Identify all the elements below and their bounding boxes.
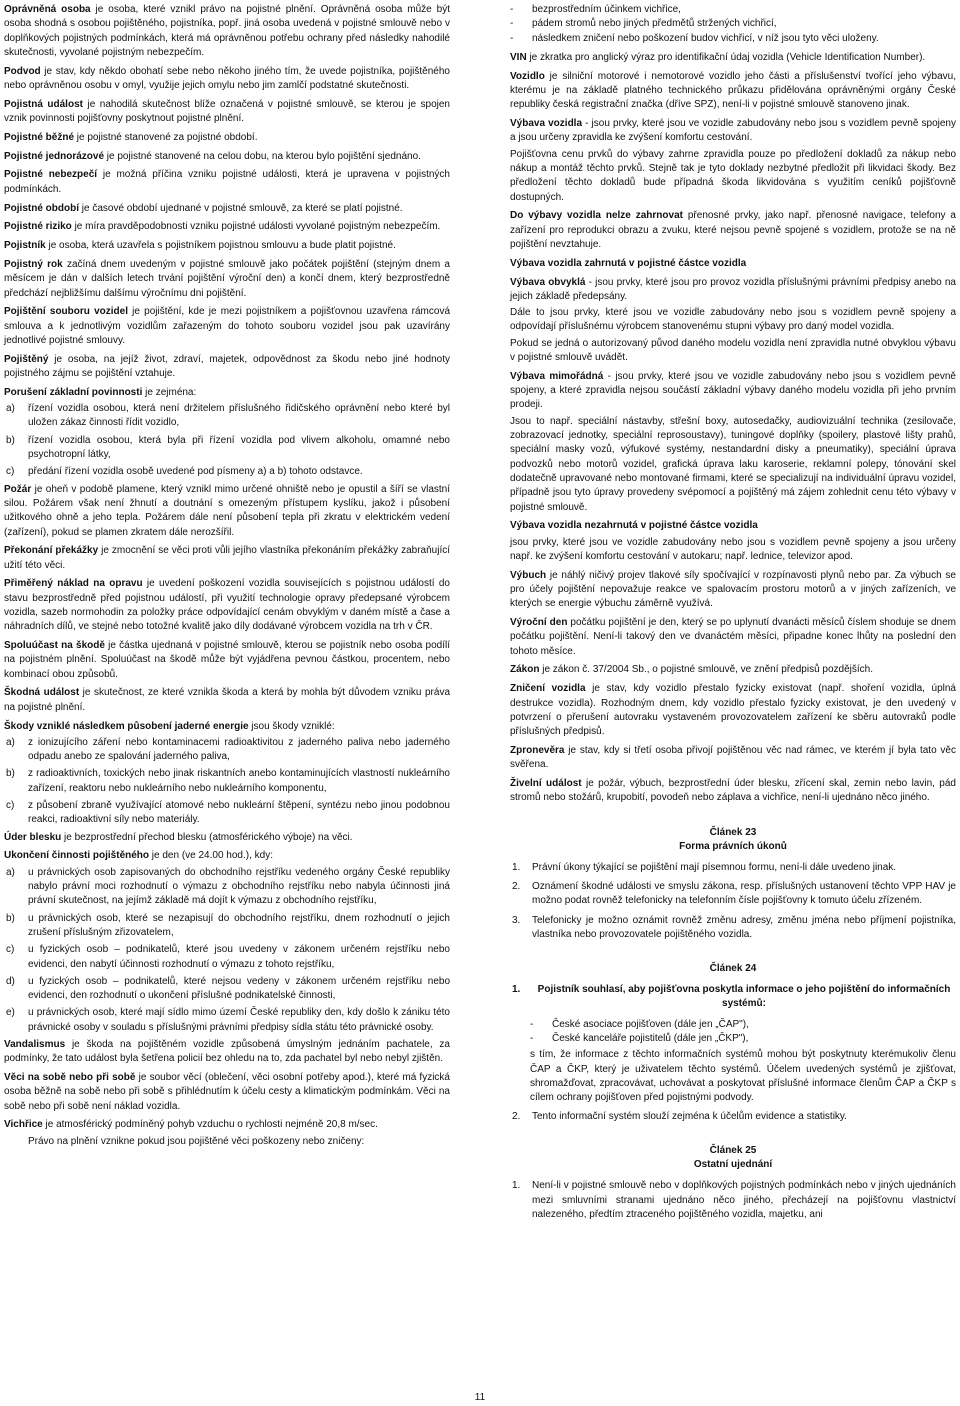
paragraph <box>4 639 450 682</box>
paragraph <box>510 663 956 677</box>
dash-item <box>510 1032 956 1046</box>
paragraph <box>4 131 450 145</box>
list-item <box>4 1006 450 1035</box>
term: Pojistná událost <box>4 98 83 110</box>
text: počátku pojištění je den, který se po uplynutí dvanácti měsíců číslem shoduje se dnem počátku pojištění. Není-li takový den ve dvanáctém měsíci, připadne konec lhůty na poslední den tohoto měsíce. <box>510 617 956 657</box>
term: Překonání překážky <box>4 545 99 557</box>
paragraph <box>4 483 450 540</box>
list-text: z ionizujícího záření nebo kontaminacemi radioaktivitou z jaderného paliva nebo jaderného odpadu anebo ze spalování jaderného paliva, <box>28 736 450 763</box>
term: Výbuch <box>510 569 547 581</box>
paragraph <box>510 276 956 305</box>
article-number: Článek 24 <box>709 963 757 975</box>
term: Výbava obvyklá <box>510 276 586 288</box>
list-text: z působení zbraně využívající atomové nebo nukleární štěpení, syntézu nebo jinou podobnou reakci, radioaktivní síly nebo materiály. <box>28 800 450 826</box>
text: je zejména: <box>142 386 197 398</box>
text: je stav, kdy někdo obohatí sebe nebo někoho jiného tím, že uvede pojistníka, pojištěného nebo oprávněnou osobu v omyl, využije jejich omylu nebo jim zamlčí podstatné skutečnosti. <box>4 65 450 91</box>
paragraph <box>510 370 956 413</box>
paragraph <box>510 51 956 65</box>
text: Pojišťovna cenu prvků do výbavy zahrne zpravidla pouze po předložení dokladů za nákup nebo nákup a montáž těchto prvků. Stejně tak je tyto doklady nezbytné předložit při likvidaci škody. Bez předložení těchto dokladů bude případná škoda likvidována s využitím ceníků pojišťovně dostupných. <box>510 148 956 203</box>
list-item <box>510 861 956 875</box>
term: Do výbavy vozidla nelze zahrnovat <box>510 210 683 222</box>
term: Požár <box>4 483 32 495</box>
paragraph <box>4 65 450 94</box>
dash-marker: - <box>510 32 514 44</box>
paragraph <box>510 337 956 366</box>
term: Výbava vozidla zahrnutá v pojistné částce vozidla <box>510 257 747 269</box>
paragraph <box>510 117 956 146</box>
article-number: Článek 25 <box>709 1145 757 1157</box>
list-text: z radioaktivních, toxických nebo jinak riskantních anebo kontaminujících vlastností nukleárního zařízení, reaktoru nebo nukleárního nebo nukleárního komponentu, <box>28 768 450 794</box>
list-marker: 1. <box>512 1180 521 1192</box>
dash-text: České asociace pojišťoven (dále jen „ČAP"), <box>552 1018 749 1030</box>
text: Jsou to např. speciální nástavby, střešní boxy, autosedačky, audiovizuální technika (zesilovače, zobrazovací jednotky, speciální reprosoustavy), tuningové doplňky (spoilery, plastové lišty prahů, speciální masky vozů, výfukové systémy, nestandardní disky a pneumatiky), speciální úprava podvozků nebo motorů vozidel, grafická úprava laku karoserie, reklamní polepy, tónování skel dodatečně upravované nebo montované firmami, které se specializují na individuální úpravu vozidel, případně jsou tyto úpravy provedeny svépomocí a pojištěný má zájem zohlednit cenu této výbavy v pojistné smlouvě. <box>510 415 956 513</box>
paragraph <box>510 209 956 252</box>
term: Úder blesku <box>4 831 62 843</box>
list-text: u právnických osob, které se nezapisují do obchodního rejstříku, dnem rozhodnutí o jejich zrušení příslušným zřizovatelem, <box>28 912 450 938</box>
term: Výbava mimořádná <box>510 370 604 382</box>
text: Dále to jsou prvky, které jsou ve vozidle zabudovány nebo jsou s vozidlem pevně spojeny a odpovídají příslušnému výrobcem stanovenému stupni výbavy pro daný model vozidla. <box>510 307 956 333</box>
term: Spoluúčast na škodě <box>4 640 105 652</box>
term: Zničení vozidla <box>510 683 586 695</box>
dash-item <box>510 3 956 17</box>
right-column <box>510 3 956 1227</box>
term: Pojistný rok <box>4 258 63 270</box>
dash-text: následkem zničení nebo poškození budov vichřicí, v níž jsou tyto věci uloženy. <box>532 32 879 44</box>
list-item <box>4 434 450 463</box>
text: je stav, kdy vozidlo přestalo fyzicky existovat (např. shoření vozidla, úplná destrukce vozidla). Rozhodným dnem, kdy vozidlo přestalo fyzicky existovat, je den uvedený v potvrzení o přerušení autovraku vystaveném provozovatelem zařízení ke sběru autovraků podle příslušných předpisů. <box>510 683 956 738</box>
paragraph <box>4 831 450 845</box>
text: přenosné prvky, jako např. přenosné navigace, telefony a zařízení pro reprodukci obrazu a zvuku, které nejsou pevně spojené s vozidlem, protože se na ně pojištění nevztahuje. <box>510 210 956 250</box>
text: je nahodilá skutečnost blíže označená v pojistné smlouvě, se kterou je spojen vznik povinnosti pojišťovny poskytnout pojistné plnění. <box>4 98 450 125</box>
article-heading <box>510 1144 956 1172</box>
dash-text: pádem stromů nebo jiných předmětů stržených vichřicí, <box>532 18 777 30</box>
dash-text: bezprostředním účinkem vichřice, <box>532 4 681 15</box>
term: Škody vzniklé následkem působení jaderné energie <box>4 720 249 732</box>
term: Vichřice <box>4 1119 43 1131</box>
list-marker: c) <box>6 466 15 478</box>
term: Pojistné riziko <box>4 221 72 233</box>
list-text: Právní úkony týkající se pojištění mají písemnou formu, není-li dále uvedeno jinak. <box>532 861 897 873</box>
text: jsou prvky, které jsou ve vozidle zabudovány nebo jsou s vozidlem pevně spojeny a jsou určeny např. ke zvýšení komfortu cestování v autokaru; např. lednice, televizor apod. <box>510 536 956 562</box>
list-item <box>4 465 450 479</box>
list-marker: 1. <box>512 861 521 873</box>
text: je míra pravděpodobnosti vzniku pojistné události vyvolané pojistným nebezpečím. <box>71 221 441 233</box>
list-marker: c) <box>6 944 15 956</box>
paragraph <box>510 682 956 739</box>
text: je pojistné stanovené za pojistné období. <box>74 131 258 143</box>
list-item <box>4 736 450 765</box>
text: je oheň v podobě plamene, který vznikl mimo určené ohniště nebo je opustil a šíří se vlastní silou. Požárem však není žhnutí a doutnání s omezeným přístupem kyslíku, jakož i působení užitkového ohně a jeho tepla. Požárem dále není působení tepla při zkratu v elektrickém vedení (zařízení), pokud se plamen zkratem dále nerozšířil. <box>4 483 450 538</box>
text: Pokud se jedná o autorizovaný původ daného modelu vozidla není zpravidla nutné obvyklou výbavu v pojistné smlouvě uvádět. <box>510 337 956 364</box>
list-marker: b) <box>6 768 15 780</box>
term: Ukončení činnosti pojištěného <box>4 850 150 862</box>
list-text: řízení vozidla osobou, která byla při řízení vozidla pod vlivem alkoholu, omamné nebo psychotropní látky, <box>28 434 450 461</box>
text: je pojištění, kde je mezi pojistníkem a pojišťovnou uzavřena rámcová smlouva a k jednotlivým vozidlům zařazeným do tohoto souboru vozidel jsou pak uzavírány jednotlivé pojistné smlouvy. <box>4 306 451 346</box>
term: Živelní událost <box>510 778 582 790</box>
list-marker: d) <box>6 975 15 987</box>
term: Výbava vozidla <box>510 118 583 130</box>
list-text: u právnických osob, které mají sídlo mimo území České republiky den, kdy došlo k zániku této právnické osoby v souladu s příslušnými právními předpisy sídla státu této právnické osoby. <box>28 1007 450 1033</box>
paragraph <box>510 536 956 565</box>
dash-marker: - <box>530 1018 534 1030</box>
list-text: Není-li v pojistné smlouvě nebo v doplňkových pojistných podmínkách nebo v jiných ujednáních mezi smluvními stranami ujednáno něco jiného, přecházejí na pojišťovnu vlastnictví nalezeného, předtím ztraceného pojištěného vozidla, majetku, ani <box>532 1180 956 1220</box>
paragraph <box>4 686 450 715</box>
dash-marker: - <box>510 4 514 15</box>
list-marker: 2. <box>512 880 521 892</box>
paragraph-indented <box>4 1135 450 1149</box>
list-text: Tento informační systém slouží zejména k účelům evidence a statistiky. <box>532 1111 847 1122</box>
paragraph <box>510 148 956 205</box>
term: Pojistné jednorázové <box>4 150 105 162</box>
text: je časové období ujednané v pojistné smlouvě, za které se platí pojistné. <box>79 202 403 214</box>
term: Oprávněná osoba <box>4 4 91 15</box>
dash-text: České kanceláře pojistitelů (dále jen „ČKP"), <box>552 1033 749 1045</box>
list-text: řízení vozidla osobou, která není držitelem příslušného řidičského oprávnění nebo které byl uložen zákaz činnosti řídit vozidlo, <box>28 403 450 429</box>
paragraph-indented <box>510 1048 956 1105</box>
term: Škodná událost <box>4 687 80 699</box>
list-text: Oznámení škodné události ve smyslu zákona, resp. příslušných ustanovení těchto VPP HAV je možno podat rovněž telefonicky na telefonním čísle pojišťovny k tomuto účelu zřízeném. <box>532 880 956 907</box>
paragraph <box>4 3 450 60</box>
term: Pojištěný <box>4 353 49 365</box>
article-title: Forma právních úkonů <box>679 840 787 852</box>
list-text: předání řízení vozidla osobě uvedené pod písmeny a) a b) tohoto odstavce. <box>28 466 363 478</box>
term: Pojistník <box>4 240 46 252</box>
text: je částka ujednaná v pojistné smlouvě, kterou se pojistník nebo osoba podílí na pojistném plnění. Spoluúčast na škodě může být vyjádřena pevnou částkou, procentem, nebo kombinací obou způsobů. <box>4 640 451 680</box>
text: je osoba, které vznikl právo na pojistné plnění. Oprávněná osoba může být osoba shodná s osobou pojištěného, pojistníka, popř. jiná osoba uvedená v pojistné smlouvě nebo v doplňkových pojistných podmínkách, která má oprávněnou potřebu ochrany před následky nahodilé skutečnosti, vyvolané pojistným nebezpečím. <box>4 4 451 58</box>
list-marker: 3. <box>512 914 521 926</box>
list-text: u fyzických osob – podnikatelů, které nejsou vedeny v zákonem určeném rejstříku nebo evidenci, den rozhodnutí o ukončení příslušné podnikatelské činnosti, <box>28 975 450 1002</box>
paragraph <box>510 519 956 533</box>
paragraph <box>4 150 450 164</box>
paragraph <box>4 386 450 400</box>
list-item <box>4 975 450 1004</box>
heading-text: Pojistník souhlasí, aby pojišťovna poskytla informace o jeho pojištění do informačních systémů: <box>537 984 951 1010</box>
paragraph <box>510 257 956 271</box>
text: je možná příčina vzniku pojistné události, která je upravena v pojistných podmínkách. <box>4 169 450 195</box>
text: s tím, že informace z těchto informačních systémů mohou být poskytnuty kterémukoliv členu ČAP a ČKP, který je uživatelem těchto systémů. Účelem uvedených systémů je zjišťovat, shromažďovat, zpracovávat, uchovávat a poskytovat příslušné informace členům ČAP a ČKP s cílem ochrany pojišťoven před pojistnými podvody. <box>530 1049 956 1104</box>
list-item <box>4 943 450 972</box>
paragraph <box>4 720 450 734</box>
paragraph <box>510 744 956 773</box>
dash-item <box>510 1018 956 1032</box>
paragraph <box>4 202 450 216</box>
text: je bezprostřední přechod blesku (atmosférického výboje) na věci. <box>61 831 353 843</box>
term: Zpronevěra <box>510 744 565 756</box>
term: Přiměřený náklad na opravu <box>4 578 143 590</box>
paragraph <box>4 353 450 382</box>
paragraph <box>4 1071 450 1114</box>
text: je osoba, na jejíž život, zdraví, majetek, odpovědnost za škodu nebo jiné hodnoty pojistného zájmu se pojištění vztahuje. <box>4 353 450 380</box>
text: - jsou prvky, které jsou pro provoz vozidla příslušnými právními předpisy anebo na jejich základě předepsány. <box>510 276 956 302</box>
paragraph <box>4 544 450 573</box>
term: Podvod <box>4 65 41 77</box>
paragraph <box>510 70 956 113</box>
term: Pojistné nebezpečí <box>4 169 98 181</box>
term: Vozidlo <box>510 70 545 82</box>
list-item <box>4 799 450 828</box>
term: Pojistné běžné <box>4 131 75 143</box>
text: je skutečnost, ze které vznikla škoda a která by mohla být důvodem vzniku práva na pojistné plnění. <box>4 687 451 713</box>
dash-item <box>510 17 956 31</box>
article-heading <box>510 826 956 854</box>
article-title: Ostatní ujednání <box>693 1159 773 1171</box>
text: je požár, výbuch, bezprostřední úder blesku, zřícení skal, zemin nebo lavin, pád stromů nebo stožárů, krupobití, povodeň nebo záplava a vichřice, není-li ujednáno něco jiného. <box>510 778 956 804</box>
list-marker: 2. <box>512 1111 521 1122</box>
list-marker: a) <box>6 866 15 878</box>
list-item <box>4 402 450 431</box>
paragraph <box>4 1038 450 1067</box>
term: Vandalismus <box>4 1039 66 1050</box>
list-text: u fyzických osob – podnikatelů, které jsou uvedeny v zákonem určeném rejstříku nebo evidenci, den nabytí účinnosti rozhodnutí o výmazu z tohoto rejstříku, <box>28 944 450 970</box>
text: jsou škody vzniklé: <box>248 720 335 732</box>
list-marker: 1. <box>512 984 521 996</box>
list-item <box>510 1110 956 1124</box>
text: je škoda na pojištěném vozidle způsobená úmyslným jednáním pachatele, za podmínky, že tato událost byla šetřena policií bez ohledu na to, zda pachatel byl nebo nebyl zjištěn. <box>4 1039 450 1065</box>
page-number: 11 <box>474 1392 486 1403</box>
list-item <box>4 866 450 909</box>
term: Pojistné období <box>4 202 79 214</box>
list-item <box>510 914 956 943</box>
dash-marker: - <box>530 1033 534 1045</box>
paragraph <box>4 220 450 234</box>
text: je silniční motorové i nemotorové vozidlo jeho části a příslušenství tvořící jeho výbavu, kterému je na základě platného technického průkazu přidělována oprávněnými orgány České republiky česká registrační značka (dříve SPZ), není-li v pojistné smlouvě stanoveno jinak. <box>510 70 956 111</box>
text: je náhlý ničivý projev tlakové síly spočívající v rozpínavosti plynů nebo par. Za výbuch se pro účely pojištění nepovažuje reakce ve spalovacím prostoru motorů a v jiných zařízeních, ve kterých se energie výbuchu záměrně využívá. <box>510 569 956 610</box>
text: je zákon č. 37/2004 Sb., o pojistné smlouvě, ve znění předpisů pozdějších. <box>539 664 873 676</box>
paragraph <box>510 415 956 515</box>
term: Věci na sobě nebo při sobě <box>4 1072 136 1084</box>
list-item <box>4 912 450 941</box>
paragraph <box>510 777 956 806</box>
list-text: Telefonicky je možno oznámit rovněž změnu adresy, změnu jména nebo příjmení pojistníka, vlastníka nebo provozovatele pojištěného vozidla. <box>532 914 956 940</box>
paragraph <box>4 849 450 863</box>
numbered-heading <box>510 983 956 1012</box>
term: Výroční den <box>510 617 568 629</box>
term: Porušení základní povinnosti <box>4 386 143 398</box>
paragraph <box>4 577 450 634</box>
list-marker: a) <box>6 403 15 415</box>
list-marker: b) <box>6 434 15 446</box>
text: je osoba, která uzavřela s pojistníkem pojistnou smlouvu a bude platit pojistné. <box>45 240 396 252</box>
paragraph <box>4 239 450 253</box>
paragraph <box>4 98 450 127</box>
term: Výbava vozidla nezahrnutá v pojistné částce vozidla <box>510 520 758 532</box>
article-heading <box>510 962 956 976</box>
article-number: Článek 23 <box>709 826 757 838</box>
paragraph <box>4 305 450 348</box>
text: je zkratka pro anglický výraz pro identifikační údaj vozidla (Vehicle Identification Number). <box>526 51 926 63</box>
text: Právo na plnění vznikne pokud jsou pojištěné věci poškozeny nebo zničeny: <box>28 1135 365 1147</box>
paragraph <box>4 1118 450 1132</box>
text: je stav, kdy si třetí osoba přivojí pojištěnou věc nad rámec, ve kterém jí byla tato věc svěřena. <box>510 744 956 771</box>
list-text: u právnických osob zapisovaných do obchodního rejstříku vedeného orgány České republiky nabylo právní moci rozhodnutí o výmazu z obchodního rejstříku nebo nabyla účinnosti jiná právní skutečnost, na jejímž základě má dojít k výmazu z obchodního rejstříku, <box>28 866 450 907</box>
text: - jsou prvky, které jsou ve vozidle zabudovány nebo jsou s vozidlem pevně spojeny a jsou určeny zpravidla ke zvýšení komfortu cestování. <box>510 118 956 144</box>
text: je den (ve 24.00 hod.), kdy: <box>149 850 273 862</box>
list-marker: a) <box>6 736 15 748</box>
dash-marker: - <box>510 18 514 30</box>
paragraph <box>510 569 956 612</box>
list-item <box>4 767 450 796</box>
paragraph <box>4 258 450 301</box>
left-column <box>4 3 450 1154</box>
paragraph <box>510 306 956 335</box>
text: je uvedení poškození vozidla souvisejících s pojistnou událostí do stavu bezprostředně před pojistnou událostí, při využití technologie opravy předepsané výrobcem vozidla, sazeb normohodin za položky práce odpovídající cenám obvyklým v daném místě a čase a náhradních dílů, ve stejné nebo totožné kvalitě jako díly dodávané výrobcem vozidla na trh v ČR. <box>4 578 450 633</box>
text: - jsou prvky, které jsou ve vozidle zabudovány nebo jsou s vozidlem pevně spojeny, a které zpravidla nejsou součástí základní výbavy daného modelu vozidla při jeho prvním prodeji. <box>510 370 956 411</box>
list-marker: b) <box>6 912 15 924</box>
list-marker: c) <box>6 800 15 812</box>
text: je soubor věcí (oblečení, věci osobní potřeby apod.), které má fyzická osoba běžně na sobě nebo při sobě s přihlédnutím k účelu cesty a klimatickým podmínkám. Věci na sobě nebo při sobě není náklad vozidla. <box>4 1072 450 1112</box>
paragraph <box>510 616 956 659</box>
text: začíná dnem uvedeným v pojistné smlouvě jako počátek pojištění (stejným dnem a měsícem je dán v dalších letech trvání pojištění výroční den) a končí dnem, který bezprostředně předchází nejbližšímu dalšímu výročnímu dni pojištění. <box>4 258 450 299</box>
dash-item <box>510 32 956 46</box>
text: je atmosférický podmíněný pohyb vzduchu o rychlosti nejméně 20,8 m/sec. <box>42 1119 378 1131</box>
term: Pojištění souboru vozidel <box>4 306 128 318</box>
term: Zákon <box>510 664 540 676</box>
list-marker: e) <box>6 1007 15 1019</box>
term: VIN <box>510 51 527 63</box>
list-item <box>510 880 956 909</box>
text: je zmocnění se věci proti vůli jejího vlastníka překonáním překážky zabraňující užití této věci. <box>4 545 450 571</box>
paragraph <box>4 168 450 197</box>
list-item <box>510 1179 956 1222</box>
text: je pojistné stanovené na celou dobu, na kterou bylo pojištění sjednáno. <box>104 150 421 162</box>
